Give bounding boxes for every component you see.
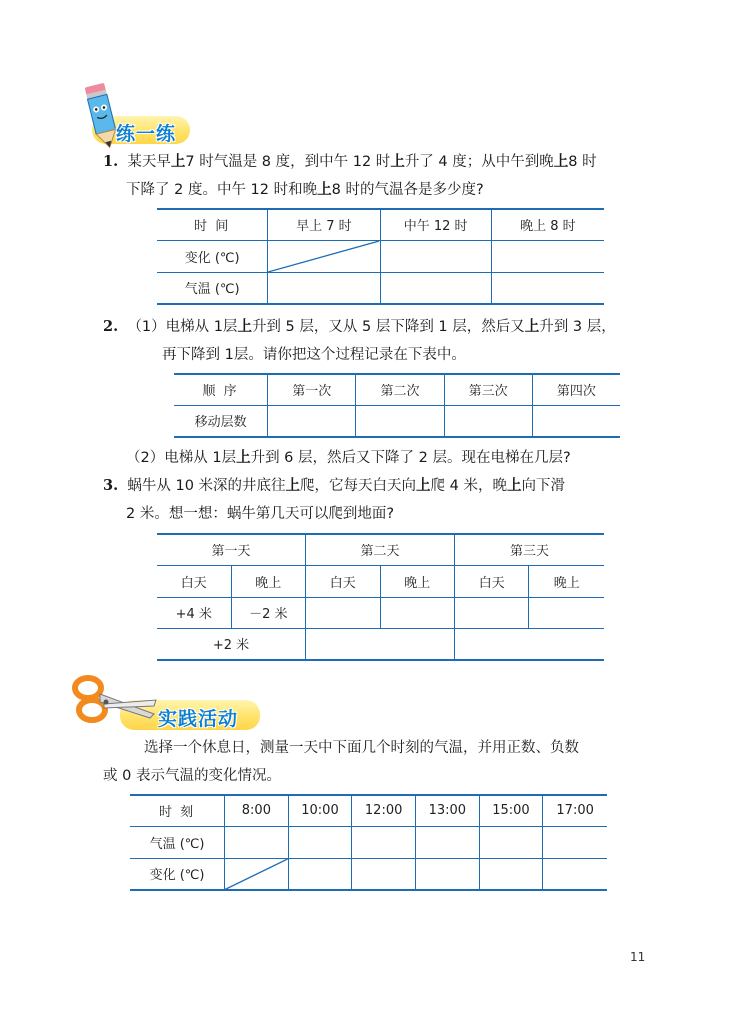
q2-line2 (162, 345, 466, 365)
q3-day-header: 第二天 (306, 534, 455, 565)
activity-answer-cell[interactable] (352, 826, 416, 858)
q2-text: 升到 3 层， (539, 319, 616, 335)
q2-number: 2. (103, 318, 119, 335)
activity-answer-cell[interactable] (352, 858, 416, 890)
q3-day-header: 第三天 (454, 534, 604, 565)
q3-sub-header: 晚上 (529, 565, 604, 597)
q2-answer-cell[interactable] (532, 405, 620, 437)
q2-header-cell: 顺 序 (174, 374, 268, 405)
activity-answer-cell[interactable] (288, 858, 352, 890)
q1-diagonal-cell (268, 240, 380, 272)
activity-diagonal-cell (225, 858, 289, 890)
q2-header-cell: 第四次 (532, 374, 620, 405)
q3-text-bold: 上 (285, 478, 301, 494)
q1-temperature-table (157, 208, 604, 305)
q2-text: 电梯从 1层 (164, 450, 237, 466)
activity-header-cell: 12:00 (352, 795, 416, 826)
q2-header-cell: 第三次 (444, 374, 532, 405)
q3-answer-cell[interactable] (306, 628, 455, 660)
activity-header-cell: 13:00 (415, 795, 479, 826)
q2-line1 (103, 317, 616, 337)
activity-answer-cell[interactable] (415, 858, 479, 890)
activity-header-cell: 17:00 (543, 795, 607, 826)
activity-header-cell: 时 刻 (130, 795, 225, 826)
q3-line1 (103, 476, 565, 496)
q1-header-cell: 早上 7 时 (268, 209, 380, 240)
q1-text: 升了 4 度；从中午到晚 (404, 154, 554, 170)
q1-text: 7 时气温是 8 度，到中午 12 时 (185, 154, 391, 170)
activity-temperature-table (130, 794, 607, 891)
activity-answer-cell[interactable] (543, 826, 607, 858)
q1-text-bold: 上 (317, 182, 332, 198)
q1-text: 8 时 (568, 154, 597, 170)
activity-row-label: 变化 (℃) (130, 858, 225, 890)
q1-text: 某天早 (127, 154, 171, 170)
activity-row-label: 气温 (℃) (130, 826, 225, 858)
q3-answer-cell[interactable] (454, 597, 528, 628)
q3-value-cell: +4 米 (157, 597, 231, 628)
q1-header-cell: 晚上 8 时 (491, 209, 604, 240)
q2-text-bold: 上 (236, 450, 251, 466)
q2-header-cell: 第一次 (268, 374, 356, 405)
q3-snail-table (157, 533, 604, 661)
section-title-activity: 实践活动 (158, 708, 239, 730)
activity-header-cell: 15:00 (479, 795, 543, 826)
q1-answer-cell[interactable] (268, 272, 380, 304)
q1-text-bold: 上 (170, 154, 186, 170)
q1-text-bold: 上 (553, 154, 569, 170)
section-title-practice: 练一练 (116, 123, 177, 145)
q1-answer-cell[interactable] (491, 272, 604, 304)
q3-answer-cell[interactable] (306, 597, 380, 628)
q3-sub-header: 白天 (157, 565, 231, 597)
q3-text: 向下滑 (521, 478, 565, 494)
q3-text-bold: 上 (416, 478, 431, 494)
q3-number: 3. (103, 477, 119, 494)
q2-elevator-table (174, 373, 620, 438)
q1-text: 8 时的气温各是多少度? (331, 182, 484, 198)
q2-answer-cell[interactable] (268, 405, 356, 437)
q3-text: 蜗牛从 10 米深的井底往 (127, 478, 286, 494)
q3-text: 爬 4 米，晚 (430, 478, 507, 494)
q1-text: 下降了 2 度。中午 12 时和晚 (126, 182, 318, 198)
activity-answer-cell[interactable] (543, 858, 607, 890)
activity-text: 选择一个休息日，测量一天中下面几个时刻的气温，并用正数、负数 (144, 740, 579, 756)
q1-header-cell: 中午 12 时 (380, 209, 491, 240)
q3-sub-header: 白天 (454, 565, 528, 597)
q3-text: 2 米。想一想：蜗牛第几天可以爬到地面? (126, 506, 395, 522)
q1-row-label: 变化 (℃) (157, 240, 268, 272)
activity-header-cell: 10:00 (288, 795, 352, 826)
q3-day-header: 第一天 (157, 534, 306, 565)
q3-answer-cell[interactable] (380, 597, 454, 628)
q1-line2 (126, 180, 484, 200)
q2-answer-cell[interactable] (356, 405, 444, 437)
q1-header-cell: 时 间 (157, 209, 268, 240)
q3-sub-header: 晚上 (380, 565, 454, 597)
activity-answer-cell[interactable] (479, 858, 543, 890)
q1-row-label: 气温 (℃) (157, 272, 268, 304)
q2-row-label: 移动层数 (174, 405, 268, 437)
q2-answer-cell[interactable] (444, 405, 532, 437)
activity-answer-cell[interactable] (479, 826, 543, 858)
q2-part2-label: （2） (126, 450, 165, 466)
q3-value-cell: －2 米 (231, 597, 305, 628)
q3-line2 (126, 504, 394, 524)
q1-text-bold: 上 (390, 154, 405, 170)
activity-text: 或 0 表示气温的变化情况。 (103, 768, 281, 784)
q1-answer-cell[interactable] (380, 240, 491, 272)
activity-answer-cell[interactable] (288, 826, 352, 858)
scissors-icon (70, 670, 160, 730)
q3-sub-header: 晚上 (231, 565, 305, 597)
q2-header-cell: 第二次 (356, 374, 444, 405)
activity-line2 (103, 766, 281, 786)
q2-text-bold: 上 (237, 319, 252, 335)
q2-part1-label: （1） (127, 319, 166, 335)
q3-text-bold: 上 (506, 478, 522, 494)
q3-text: 爬，它每天白天向 (300, 478, 417, 494)
q2-text: 再下降到 1层。请你把这个过程记录在下表中。 (162, 347, 466, 363)
q1-answer-cell[interactable] (380, 272, 491, 304)
q3-answer-cell[interactable] (529, 597, 604, 628)
activity-answer-cell[interactable] (225, 826, 289, 858)
page-number: 11 (630, 950, 646, 964)
activity-answer-cell[interactable] (415, 826, 479, 858)
activity-header-cell: 8:00 (225, 795, 289, 826)
activity-line1 (144, 738, 579, 758)
q2-part2-line (126, 448, 571, 468)
q3-total-cell: +2 米 (157, 628, 306, 660)
q1-number: 1. (103, 153, 119, 170)
q3-sub-header: 白天 (306, 565, 380, 597)
q3-answer-cell[interactable] (454, 628, 604, 660)
q2-text: 电梯从 1层 (165, 319, 238, 335)
q2-text-bold: 上 (524, 319, 540, 335)
q2-text: 升到 6 层，然后又下降了 2 层。现在电梯在几层? (250, 450, 571, 466)
q1-line1 (103, 152, 597, 172)
q1-answer-cell[interactable] (491, 240, 604, 272)
q2-text: 升到 5 层，又从 5 层下降到 1 层，然后又 (251, 319, 525, 335)
